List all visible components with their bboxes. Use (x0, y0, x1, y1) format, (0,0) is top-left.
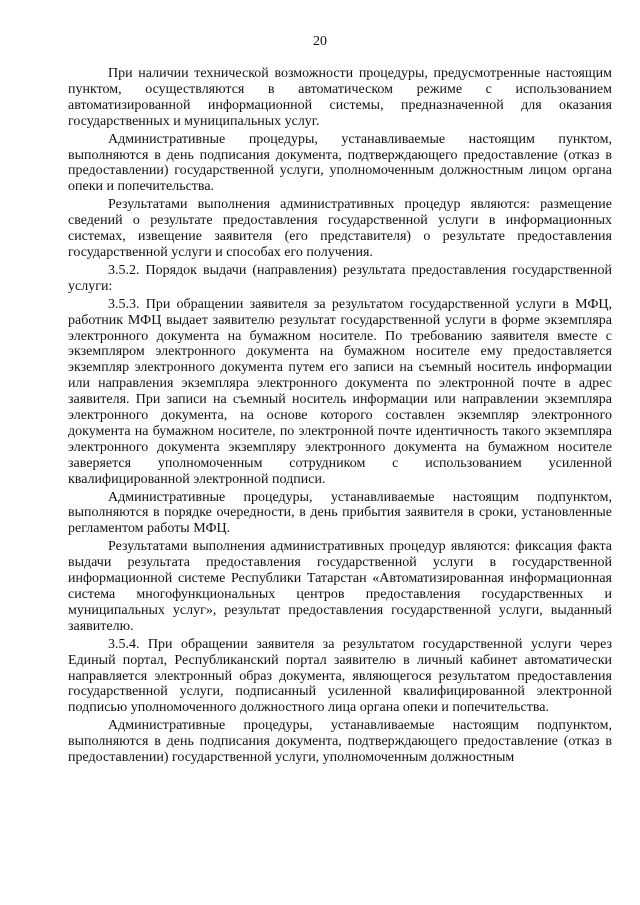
paragraph: 3.5.2. Порядок выдачи (направления) результата предоставления государственной услуги: (68, 262, 612, 294)
paragraph: 3.5.4. При обращении заявителя за результатом государственной услуги через Единый портал, Республиканский портал заявителю в личный кабинет автоматически направляется электронный образ документа, являющегося результатом предоставления государственной услуги, подписанный усиленной квалифицированной электронной подписью уполномоченного должностного лица органа опеки и попечительства. (68, 636, 612, 716)
paragraph: Административные процедуры, устанавливаемые настоящим подпунктом, выполняются в день подписания документа, подтверждающего предоставление (отказ в предоставлении) государственной услуги, уполномоченным должностным (68, 718, 612, 766)
paragraph: 3.5.3. При обращении заявителя за результатом государственной услуги в МФЦ, работник МФЦ выдает заявителю результат государственной услуги в форме экземпляра электронного документа на бумажном носителе. По требованию заявителя вместе с экземпляром электронного документа на бумажном носителе ему предоставляется экземпляр электронного документа путем его записи на съемный носитель информации или направления экземпляра электронного документа по электронной почте в адрес заявителя. При записи на съемный носитель информации или направлении экземпляра электронного документа, на основе которого составлен экземпляр электронного документа на бумажном носителе, по электронной почте идентичность такого экземпляра электронного документа экземпляру электронного документа на бумажном носителе заверяется уполномоченным сотрудником с использованием усиленной квалифицированной электронной подписи. (68, 296, 612, 487)
paragraph: Результатами выполнения административных процедур являются: размещение сведений о результате предоставления государственной услуги в информационных системах, извещение заявителя (его представителя) о результате предоставления государственной услуги и способах его получения. (68, 197, 612, 260)
paragraph: При наличии технической возможности процедуры, предусмотренные настоящим пунктом, осуществляются в автоматическом режиме с использованием автоматизированной информационной системы, предназначенной для оказания государственных и муниципальных услуг. (68, 66, 612, 129)
paragraph: Результатами выполнения административных процедур являются: фиксация факта выдачи результата предоставления государственной услуги в государственной информационной системе Республики Татарстан «Автоматизированная информационная система многофункциональных центров предоставления государственных и муниципальных услуг», результат предоставления государственной услуги, выданный заявителю. (68, 539, 612, 634)
paragraph: Административные процедуры, устанавливаемые настоящим пунктом, выполняются в день подписания документа, подтверждающего предоставление (отказ в предоставлении) государственной услуги, уполномоченным должностным лицом органа опеки и попечительства. (68, 131, 612, 195)
document-body (68, 66, 612, 768)
paragraph: Административные процедуры, устанавливаемые настоящим подпунктом, выполняются в порядке очередности, в день прибытия заявителя в сроки, установленные регламентом работы МФЦ. (68, 489, 612, 537)
page-number: 20 (313, 34, 327, 49)
